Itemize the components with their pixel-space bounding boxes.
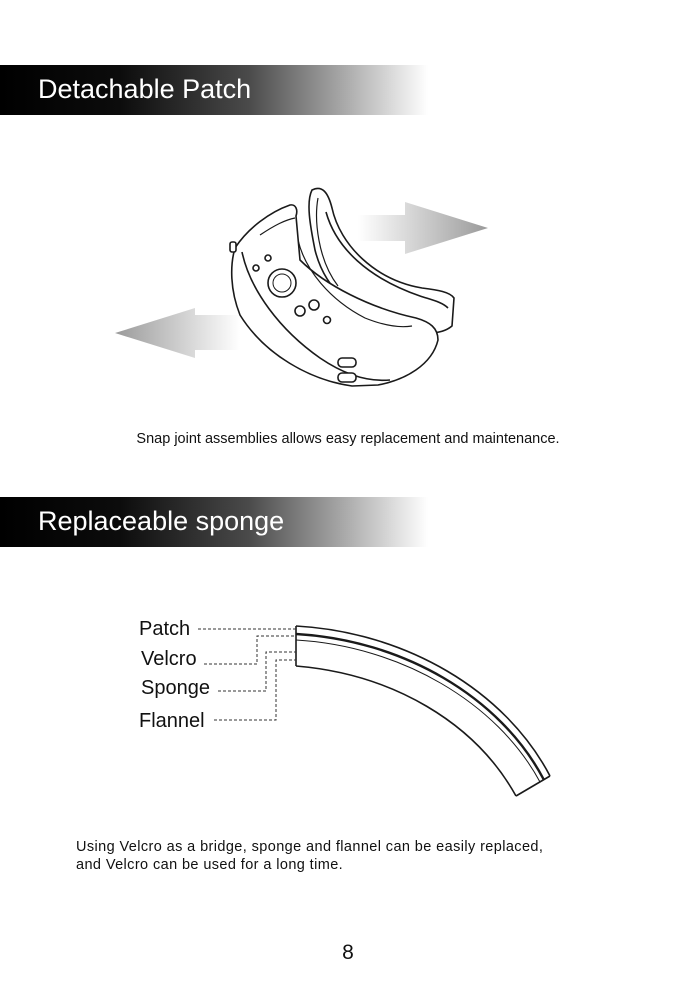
label-patch: Patch [139, 618, 191, 640]
section-banner-replaceable-sponge [0, 497, 428, 547]
leader-line-sponge [218, 652, 296, 691]
label-velcro: Velcro [141, 648, 197, 670]
page-number: 8 [342, 941, 354, 964]
section-caption: Snap joint assemblies allows easy replacement and maintenance. [136, 431, 560, 447]
caption-line: and Velcro can be used for a long time. [76, 857, 344, 873]
leader-line-velcro [204, 636, 296, 664]
section-banner-detachable-patch [0, 65, 428, 115]
section-title: Replaceable sponge [38, 506, 285, 536]
button [253, 265, 259, 271]
arrow-right-icon [358, 202, 488, 254]
goggles-exploded-illustration [100, 180, 500, 395]
button [295, 306, 305, 316]
label-flannel: Flannel [139, 710, 205, 732]
section-title: Detachable Patch [38, 74, 252, 104]
layers-diagram [130, 610, 570, 800]
button [265, 255, 271, 261]
label-sponge: Sponge [141, 677, 210, 699]
button [324, 317, 331, 324]
button [309, 300, 319, 310]
caption-line: Using Velcro as a bridge, sponge and flannel can be easily replaced, [76, 839, 544, 855]
section-caption [76, 838, 543, 874]
arrow-left-icon [115, 308, 240, 358]
leader-line-flannel [214, 660, 296, 720]
